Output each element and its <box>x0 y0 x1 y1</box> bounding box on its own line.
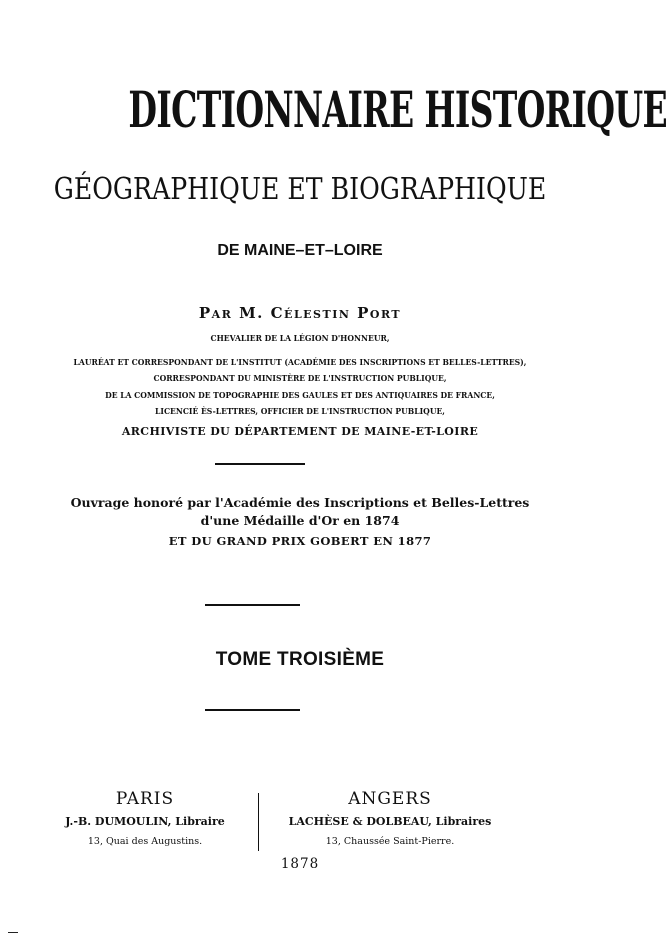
divider-rule <box>205 709 300 711</box>
credential-line: CORRESPONDANT DU MINISTÈRE DE L'INSTRUCTION PUBLIQUE, <box>153 373 447 383</box>
main-title: DICTIONNAIRE HISTORIQUE <box>128 80 667 139</box>
divider-rule <box>215 463 305 465</box>
credential-line: LICENCIÉ ÈS-LETTRES, OFFICIER DE L'INSTRUCTION PUBLIQUE, <box>155 406 445 416</box>
archivist-line: ARCHIVISTE DU DÉPARTEMENT DE MAINE-ET-LOIRE <box>121 425 479 438</box>
honor-line: ET DU GRAND PRIX GOBERT EN 1877 <box>168 534 432 548</box>
credential-line: DE LA COMMISSION DE TOPOGRAPHIE DES GAULES ET DES ANTIQUAIRES DE FRANCE, <box>105 390 495 400</box>
region-line: DE MAINE–ET–LOIRE <box>217 242 383 259</box>
subtitle: GÉOGRAPHIQUE ET BIOGRAPHIQUE <box>53 172 547 207</box>
honor-line: d'une Médaille d'Or en 1874 <box>200 513 400 528</box>
honor-line: Ouvrage honoré par l'Académie des Inscriptions et Belles-Lettres <box>70 495 530 510</box>
imprint-address: 13, Chaussée Saint-Pierre. <box>325 836 455 847</box>
imprint-divider <box>258 793 259 851</box>
publication-year: 1878 <box>280 856 320 872</box>
volume-title: TOME TROISIÈME <box>215 649 385 670</box>
imprint-city: PARIS <box>115 789 175 809</box>
imprint-publisher: LACHÈSE & DOLBEAU, Libraires <box>288 815 492 828</box>
imprint-address: 13, Quai des Augustins. <box>87 836 203 847</box>
credential-line: LAURÉAT ET CORRESPONDANT DE L'INSTITUT (ACADÉMIE DES INSCRIPTIONS ET BELLES-LETTRES), <box>73 357 527 367</box>
imprint-publisher: J.-B. DUMOULIN, Libraire <box>65 815 225 828</box>
credential-line: CHEVALIER DE LA LÉGION D'HONNEUR, <box>210 333 390 343</box>
author-line: Par M. Célestin Port <box>198 304 402 322</box>
edge-mark <box>8 932 18 933</box>
imprint-city: ANGERS <box>348 789 432 809</box>
divider-rule <box>205 604 300 606</box>
